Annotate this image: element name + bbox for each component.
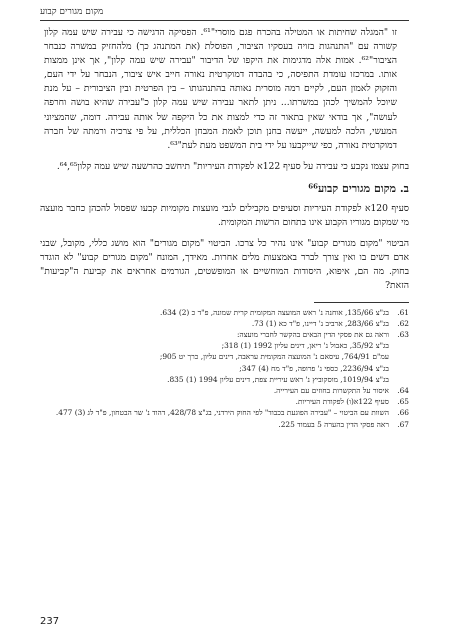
- footnote-text: בג"צ 283/66, ארביב נ' דיינו, פ"ד כא (1) 73.: [251, 318, 389, 328]
- footnote-text: סעיף 122א(ו) לפקודת העיריות.: [295, 397, 389, 407]
- page-body: [40, 26, 409, 430]
- footnote-number: 64.: [397, 385, 409, 395]
- footnote-text: איסור על התקשרות בחוזים עם העירייה.: [273, 385, 389, 395]
- footnote: [40, 307, 409, 318]
- footnote: [40, 407, 409, 418]
- body-paragraph: סעיף 120א לפקודת העיריות וסעיפים מקבילים לגבי מועצות מקומיות קבעו שפסול להכהן כחבר מועצה מי שמקום מגוריו הקבוע אינו בתחום הרשות המקומית.: [40, 202, 409, 229]
- page-number: 237: [40, 616, 60, 627]
- footnote: [40, 329, 409, 340]
- footnote-text: ראה פסקי הדין בהערה 5 בעמוד 225.: [278, 419, 389, 429]
- body-paragraph: בחוק עצמו נקבע כי עבירה על סעיף 122א לפקודת העיריות" תיחשב כהרשעה שיש עמה קלון⁶⁴,⁶⁵.: [56, 160, 409, 172]
- footnote-continuation: בג"צ 2236/94, כספי נ' פרופה, פ"ד מח (4) 347;: [239, 363, 389, 373]
- footnote-text: וראה גם את פסקי הדין הבאים בהקשר לחברי מועצה:: [236, 329, 389, 339]
- footnote-number: 65.: [397, 397, 409, 407]
- footnote-continuation: בג"צ 35/92, כאבול נ' ריאן, דינים עליון 1992 (1) 318;: [221, 341, 389, 351]
- footnote-number: 62.: [397, 318, 409, 328]
- footnote: [40, 318, 409, 329]
- body-paragraph: הביטוי "מקום מגורים קבוע" אינו נהיר כל צרכו. הביטוי "מקום מגורים" הוא מושג כללי, מקובל, שבני אדם דשים בו ואין צורך לברר באמצעות מלים אחרות. מאידך, המונח "מקום מגורים קבוע" לא הוגדר בחוק. מה הם, איפוא, היסודות המוחשיים או המופשטים, הגורמים אחראים את קביעת ה"קביעות" הזאת?: [40, 238, 409, 292]
- footnote-number: 66.: [397, 408, 409, 418]
- running-header: מקום מגורים קבוע: [40, 7, 104, 17]
- footnote-divider: [314, 302, 409, 303]
- footnote-number: 63.: [397, 329, 409, 339]
- footnote: [40, 419, 409, 430]
- footnote-continuation: עמ"ם 764/91, עיסאם נ' המועצה המקומית עראבה, דינים עליון, כרך יט 905;: [159, 352, 389, 362]
- header-divider: [40, 20, 409, 21]
- footnote-text: בג"צ 135/66, אוחנה נ' ראש המועצה המקומית קרית שמונה, פ"ד כ (2) 634.: [160, 307, 389, 317]
- footnotes: [40, 307, 409, 430]
- quoted-paragraph: זו "המגלה שחיתות או המטילה בהכרח פגם מוסרי"⁶¹. הפסיקה הדגישה כי עבירה שיש עמה קלון קשורה עם "התנהגות בזויה בעסקיו הציבור, הפוסלת (את המתנהג כך) מלהחזיק במשרה כנבחר הציבור"⁶². אמות אלה מדגימות את היקפו של הדיבור "עבירה שיש עמה קלון", אך אינן ממצות אותו. במרכזו עומדת התפיסה, כי בהבדה דמוקרטית נאורה חייב איש ציבור, הנבחר על ידי העם, והזקוק לאמון העם, לקיים רמה מוסרית נאותה בהתנהגותו – בין הפרטית ובין הציבורית – על מנת שיוכל להמשיך לכהן במשרתו... ניתן לתאר עבירה שיש עמה קלון כ"עבירה שהיא בושה וחרפה לעושה", אך בודאי שאין בתאור זה כדי למצות את כל היקפה של אותה עבירה. דומה, שהמציוני המעשי, הלכה למעשה, ייעשה בחנן תוכן לאמת המבחן הכללית, על פי צרכיה ורמתה של חברה דמוקרטית נאורה, כפי שייקבעו על ידי בית המשפט מעת לעת"⁶³.: [44, 27, 397, 151]
- footnote: [40, 385, 409, 396]
- footnote: [40, 396, 409, 407]
- footnote-number: 61.: [397, 307, 409, 317]
- footnote-number: 67.: [397, 419, 409, 429]
- footnote-text: השוות עם הביטוי – "עבירה הפוגעת בכבוד" לפי החוק הירדני, בג"צ 428/78, דהוד נ' שר הבטחון, פ"ד לג (3) 477.: [55, 408, 389, 418]
- footnote-continuation: בג"צ 1019/94, מוסקוביץ נ' ראש עיריית צפת, דינים עליון 1994 (1) 835.: [167, 374, 389, 384]
- section-heading: ב. מקום מגורים קבוע⁶⁶: [308, 181, 409, 195]
